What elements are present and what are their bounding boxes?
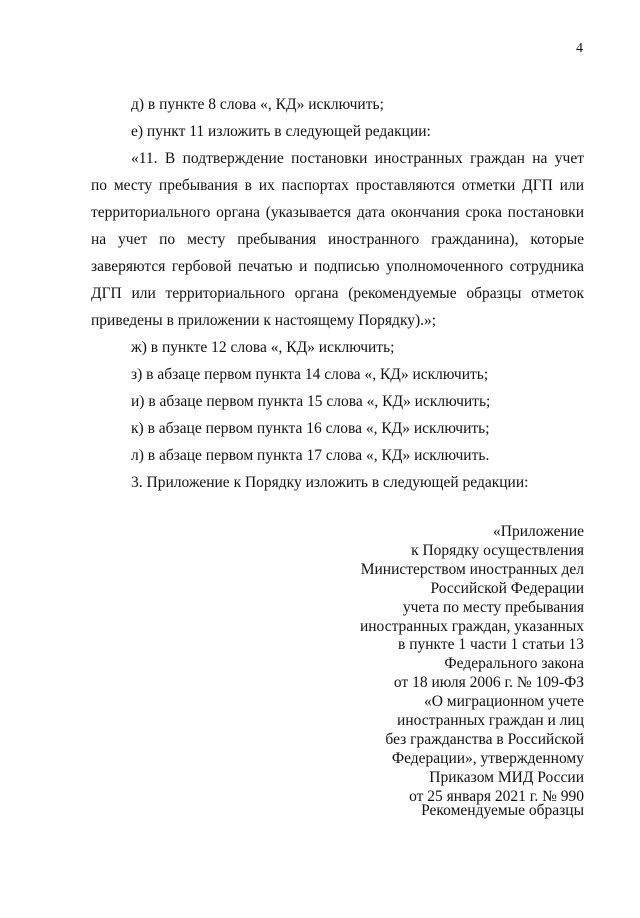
appendix-line: Федерации», утвержденному [391, 749, 584, 767]
appendix-line: «О миграционном учете [423, 693, 584, 711]
item-i: и) в абзаце первом пункта 15 слова «, КД» исключить; [131, 393, 491, 410]
appendix-line: в пункте 1 части 1 статьи 13 [398, 636, 584, 654]
item-e: е) пункт 11 изложить в следующей редакции: [131, 123, 431, 140]
appendix-line: Министерством иностранных дел [360, 560, 584, 578]
item-k: к) в абзаце первом пункта 16 слова «, КД» исключить; [131, 420, 490, 437]
point11-line: приведены в приложении к настоящему Порядку).»; [91, 312, 437, 329]
appendix-line: «Приложение [493, 523, 584, 540]
item-d: д) в пункте 8 слова «, КД» исключить; [131, 96, 384, 113]
point11-line: территориального органа (указывается дата окончания срока постановки [91, 204, 584, 221]
point11-line: заверяются гербовой печатью и подписью уполномоченного сотрудника [91, 258, 584, 275]
appendix-line: Федерального закона [444, 655, 584, 673]
section-3: 3. Приложение к Порядку изложить в следующей редакции: [131, 474, 529, 491]
point11-line: ДГП или территориального органа (рекомендуемые образцы отметок [91, 285, 584, 302]
point11-line: на учет по месту пребывания иностранного гражданина), которые [91, 231, 584, 248]
appendix-line: учета по месту пребывания [402, 598, 584, 616]
appendix-line: иностранных граждан, указанных [359, 617, 584, 635]
appendix-line: без гражданства в Российской [385, 730, 584, 748]
appendix-line: иностранных граждан и лиц [397, 712, 584, 730]
appendix-line: от 25 января 2021 г. № 990 [409, 787, 584, 805]
point11-line: «11. В подтверждение постановки иностранных граждан на учет [131, 150, 584, 167]
appendix-line: к Порядку осуществления [411, 541, 584, 559]
item-l: л) в абзаце первом пункта 17 слова «, КД» исключить. [131, 447, 490, 464]
page-number: 4 [576, 41, 583, 56]
samples-heading: Рекомендуемые образцы [421, 802, 584, 819]
appendix-line: от 18 июля 2006 г. № 109-ФЗ [393, 674, 584, 692]
appendix-line: Российской Федерации [430, 579, 584, 597]
appendix-line: Приказом МИД России [429, 768, 584, 786]
item-zh: ж) в пункте 12 слова «, КД» исключить; [131, 339, 395, 356]
point11-line: по месту пребывания в их паспортах проставляются отметки ДГП или [91, 177, 584, 194]
appendix-header [284, 523, 584, 807]
item-z: з) в абзаце первом пункта 14 слова «, КД» исключить; [131, 366, 489, 383]
